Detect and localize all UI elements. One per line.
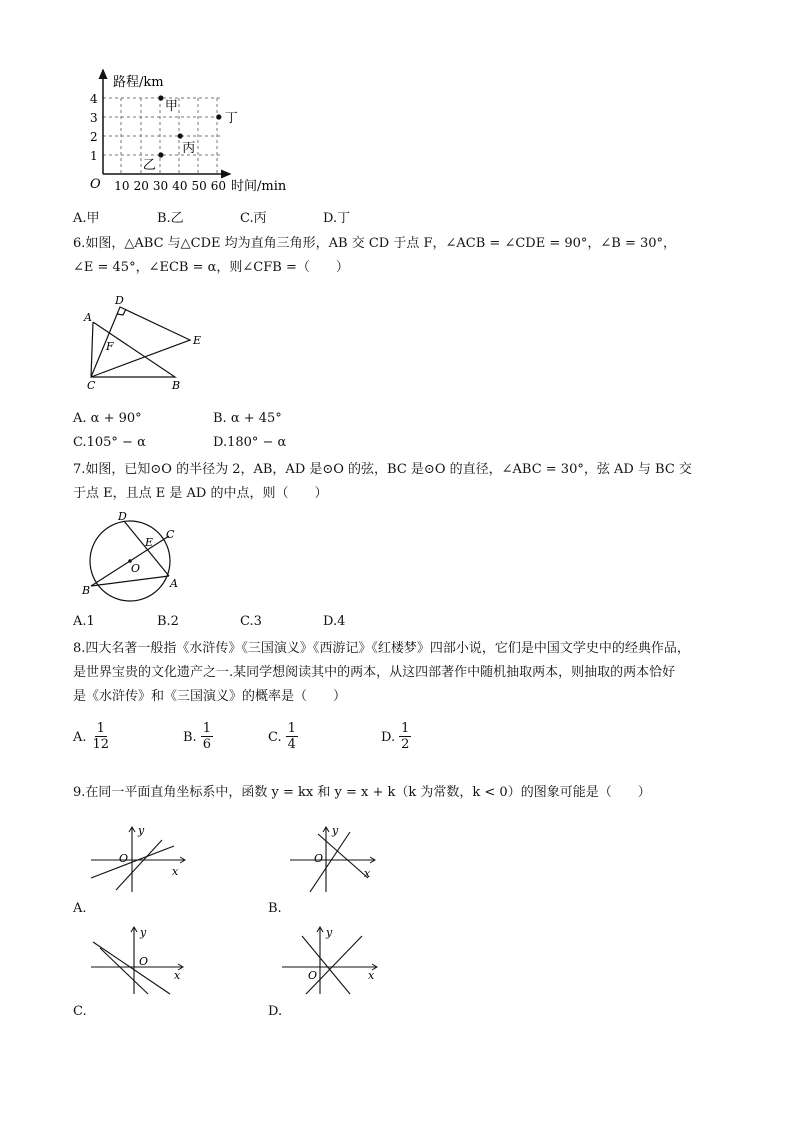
q9a-x-label: x: [172, 865, 179, 878]
q9-graph-b: [288, 822, 378, 894]
q9b-origin: O: [314, 852, 324, 865]
point-label: 甲: [164, 99, 178, 114]
y-tick-label: 1: [90, 149, 98, 163]
q8-option-d[interactable]: [381, 721, 411, 752]
q8-option-b-fraction: [201, 721, 213, 752]
x-tick-label: 60: [210, 179, 227, 193]
q9a-y-label: y: [138, 824, 145, 837]
y-tick-label: 2: [90, 130, 98, 144]
denominator: 2: [401, 737, 410, 752]
numerator: 1: [202, 721, 211, 736]
q6-stem-line1: 6.如图，△ABC 与△CDE 均为直角三角形，AB 交 CD 于点 F，∠ACB = ∠CDE = 90°，∠B = 30°，: [73, 236, 677, 251]
q9b-x-label: x: [364, 867, 371, 880]
x-tick-label: 20: [133, 179, 149, 193]
q8-option-b-letter: B.: [183, 730, 197, 745]
x-axis-label: 时间/min: [231, 179, 287, 194]
q8-option-a-fraction: [91, 721, 112, 752]
grid: [103, 98, 221, 174]
y-tick-label: 3: [90, 111, 98, 125]
x-tick-label: 30: [152, 179, 169, 193]
q9-graph-c: [88, 922, 188, 997]
q8-option-a[interactable]: [73, 721, 111, 752]
q6-stem-line2: ∠E = 45°，∠ECB = α，则∠CFB =（ ）: [73, 260, 349, 275]
q9c-origin: O: [139, 955, 149, 968]
q8-option-c-letter: C.: [268, 730, 282, 745]
q8-stem-line1: 8.四大名著一般指《水浒传》《三国演义》《西游记》《红楼梦》四部小说，它们是中国文学史中的经典作品，: [73, 641, 690, 656]
numerator: 1: [401, 721, 410, 736]
q7-label-c: C: [166, 528, 175, 541]
q8-stem-line3: 是《水浒传》和《三国演义》的概率是（ ）: [73, 689, 347, 704]
x-tick-label: 50: [191, 179, 207, 193]
q6-label-e: E: [193, 334, 202, 347]
q6-label-b: B: [172, 379, 181, 392]
q7-stem-line1: 7.如图，已知⊙O 的半径为 2，AB，AD 是⊙O 的弦，BC 是⊙O 的直径，∠ABC = 30°，弦 AD 与 BC 交: [73, 462, 692, 477]
distance-time-graph: [80, 62, 310, 198]
q6-triangles-figure: [78, 290, 218, 398]
q6-option-a[interactable]: A. α + 90°: [73, 411, 142, 426]
q6-label-a: A: [84, 311, 92, 324]
point-label: 乙: [142, 158, 156, 173]
q7-option-b[interactable]: B.2: [157, 614, 179, 629]
numerator: 1: [287, 721, 296, 736]
q9-option-d[interactable]: D.: [268, 1004, 283, 1019]
q7-option-c[interactable]: C.3: [240, 614, 262, 629]
q6-option-c[interactable]: C.105° − α: [73, 435, 146, 450]
q5-option-b[interactable]: B.乙: [157, 211, 184, 226]
y-axis-label: 路程/km: [113, 75, 164, 90]
q9d-origin: O: [308, 969, 318, 982]
q8-option-c-fraction: [286, 721, 298, 752]
q7-option-d[interactable]: D.4: [323, 614, 346, 629]
q9c-x-label: x: [174, 969, 181, 982]
q7-label-e: E: [145, 536, 154, 549]
q9c-y-label: y: [140, 926, 147, 939]
numerator: 1: [96, 721, 105, 736]
q8-option-c[interactable]: [268, 721, 298, 752]
q7-circle-figure: [78, 508, 188, 608]
q9d-x-label: x: [368, 969, 375, 982]
q6-label-c: C: [87, 379, 96, 392]
q8-stem-line2: 是世界宝贵的文化遗产之一.某同学想阅读其中的两本，从这四部著作中随机抽取两本，则抽取的两本恰好: [73, 665, 676, 680]
q5-option-a[interactable]: A.甲: [73, 211, 100, 226]
q6-label-d: D: [115, 294, 124, 307]
data-point: [216, 114, 221, 119]
q9-option-a[interactable]: A.: [73, 901, 87, 916]
q7-stem-line2: 于点 E，且点 E 是 AD 的中点，则（ ）: [73, 486, 328, 501]
denominator: 12: [92, 737, 110, 752]
point-label: 丁: [224, 111, 238, 126]
data-point: [158, 152, 163, 157]
q5-option-d[interactable]: D.丁: [323, 211, 351, 226]
q9-option-c[interactable]: C.: [73, 1004, 87, 1019]
q7-option-a[interactable]: A.1: [73, 614, 95, 629]
q9a-origin: O: [119, 852, 129, 865]
q6-option-b[interactable]: B. α + 45°: [213, 411, 282, 426]
y-tick-label: 4: [90, 92, 98, 106]
x-tick-label: 10: [114, 179, 130, 193]
q8-option-d-letter: D.: [381, 730, 396, 745]
q6-label-f: F: [106, 340, 114, 353]
q6-option-d[interactable]: D.180° − α: [213, 435, 287, 450]
x-tick-label: 40: [172, 179, 188, 193]
q7-label-a: A: [170, 577, 178, 590]
point-label: 丙: [182, 141, 196, 156]
q5-option-c[interactable]: C.丙: [240, 211, 267, 226]
q9-stem-line1: 9.在同一平面直角坐标系中，函数 y = kx 和 y = x + k（k 为常数，k < 0）的图象可能是（ ）: [73, 785, 651, 800]
data-point: [158, 95, 163, 100]
q9-graph-d: [280, 922, 380, 997]
q7-label-b: B: [82, 584, 91, 597]
data-point: [178, 133, 183, 138]
q9-option-b[interactable]: B.: [268, 901, 282, 916]
q8-option-b[interactable]: [183, 721, 213, 752]
denominator: 4: [287, 737, 296, 752]
q7-label-o: O: [131, 562, 141, 575]
q8-option-d-fraction: [399, 721, 411, 752]
q7-label-d: D: [118, 510, 127, 523]
origin-label: O: [90, 177, 101, 192]
denominator: 6: [202, 737, 211, 752]
q9d-y-label: y: [326, 926, 333, 939]
q9-graph-a: [88, 822, 188, 894]
q9b-y-label: y: [332, 824, 339, 837]
q8-option-a-letter: A.: [73, 730, 87, 745]
